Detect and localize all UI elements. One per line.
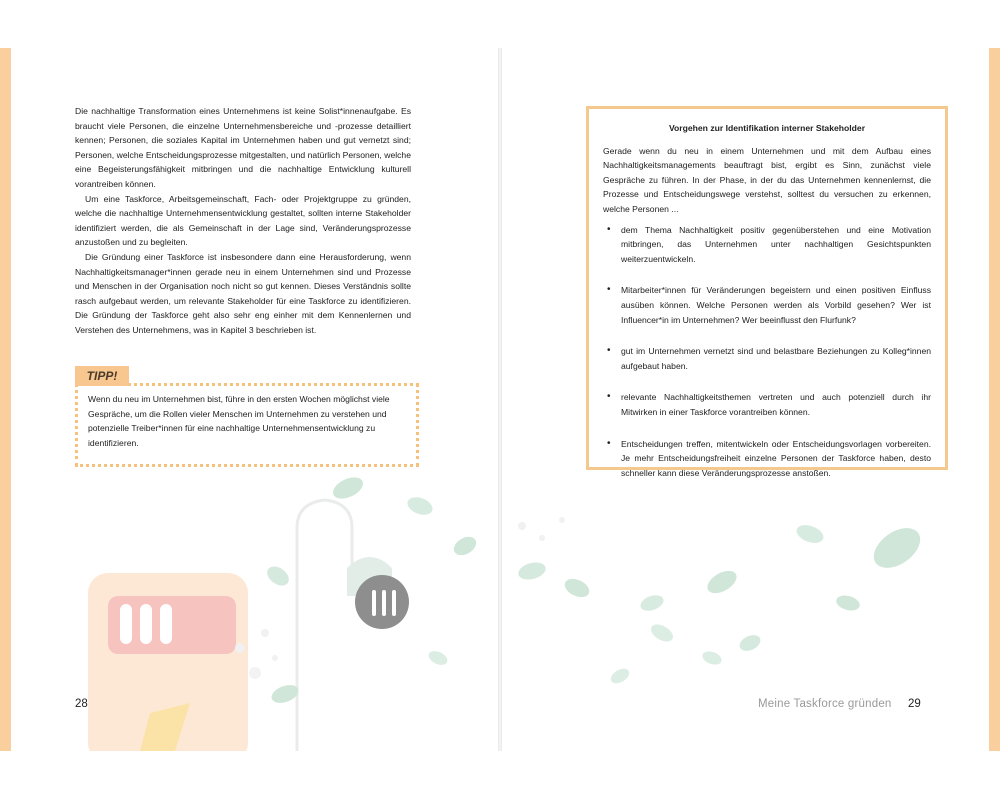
leaf [405, 494, 435, 518]
leaf [701, 649, 724, 667]
list-item: • gut im Unternehmen vernetzt sind und belastbare Beziehungen zu Kolleg*innen aufgebaut haben. [603, 344, 931, 373]
stakeholder-list [603, 223, 931, 481]
dot [261, 629, 269, 637]
box-title: Vorgehen zur Identifikation interner Stakeholder [668, 123, 866, 133]
list-item: • dem Thema Nachhaltigkeit positiv gegenüberstehen und eine Motivation mitbringen, das Unternehmen unter nachhaltigen Gesichtspunkten weiterzuentwickeln. [603, 223, 931, 267]
paragraph: Die nachhaltige Transformation eines Unternehmens ist keine Solist*innenaufgabe. Es braucht viele Personen, die einzelne Unternehmensbereiche und -prozesse detailliert kennen; Personen, die soziales Kapital im Unternehmen haben und gut vernetzt sind; Personen, welche Entscheidungsprozesse mitgestalten, und natürlich Personen, welche eine Begeisterungsfähigkeit mitbringen und die nachhaltige Entwicklung kulturell vorantreiben können. [75, 106, 411, 189]
list-item: • relevante Nachhaltigkeitsthemen vertreten und auch potenziell durch ihr Mitwirken in einer Taskforce vorantreiben können. [603, 390, 931, 419]
plug-pin-2 [382, 590, 386, 616]
dot [249, 667, 261, 679]
leaf [737, 632, 763, 654]
box-intro: Gerade wenn du neu in einem Unternehmen und mit dem Aufbau eines Nachhaltigkeitsmanagements beauftragt bist, ergibt es Sinn, zunächst viele Gespräche zu führen. In der Phase, in der du das Unternehmen kennenlernst, die Prozesse und Entscheidungswege verstehst, solltest du versuchen zu erkennen, welche Personen ... [603, 145, 931, 214]
battery-bar-3 [160, 604, 172, 644]
leaf [638, 592, 665, 613]
leaf [330, 473, 367, 503]
leaf [562, 575, 592, 600]
leaf [648, 621, 676, 645]
battery-bar-2 [140, 604, 152, 644]
leaf [704, 566, 741, 598]
cable-line [297, 500, 352, 751]
left-page [0, 48, 498, 751]
plug-pin-1 [372, 590, 376, 616]
leaf [516, 560, 547, 583]
leaf [608, 666, 631, 686]
page-number-left: 28 [75, 698, 88, 710]
leaf [867, 520, 928, 576]
plug-pin-3 [392, 590, 396, 616]
page-number-right: 29 [908, 698, 921, 710]
dot [518, 522, 526, 530]
tipp-text: Wenn du neu im Unternehmen bist, führe in den ersten Wochen möglichst viele Gespräche, um die Rollen vieler Menschen im Unternehmen zu verstehen und potenzielle Treiber*innen für eine nachhaltige Unternehmensentwicklung zu identifizieren. [88, 394, 390, 448]
leaf [794, 522, 826, 547]
chapter-title: Meine Taskforce gründen [758, 698, 892, 710]
leaf [835, 593, 862, 613]
paragraph: Die Gründung einer Taskforce ist insbesondere dann eine Herausforderung, wenn Nachhaltigkeitsmanager*innen gerade neu in einem Unternehmen sind und Prozesse und Menschen in der Organisation noch nicht so gut kennen. Dieses Verständnis sollte rasch aufgebaut werden, um relevante Stakeholder für eine Taskforce zu identifizieren. Die Gründung der Taskforce geht also sehr eng einher mit dem Kennenlernen und Verstehen des Unternehmens, was in Kapitel 3 beschrieben ist. [75, 251, 411, 335]
list-item: • Entscheidungen treffen, mitentwickeln oder Entscheidungsvorlagen vorbereiten. Je mehr Entscheidungsfreiheit einzelne Personen der Taskforce haben, desto schneller kann diese Veränderungsprozesse anstoßen. [603, 437, 931, 481]
dot [235, 643, 245, 653]
tipp-box [75, 383, 419, 467]
body-text [75, 104, 411, 338]
stakeholder-box [586, 106, 948, 478]
battery-bar-1 [120, 604, 132, 644]
right-page [502, 48, 1000, 751]
leaf [426, 648, 449, 667]
dot [272, 655, 278, 661]
dot [559, 517, 565, 523]
tipp-label: TIPP! [75, 366, 129, 386]
list-item: • Mitarbeiter*innen für Veränderungen begeistern und einen positiven Einfluss ausüben können. Welche Personen werden als Vorbild gesehen? Wer ist Influencer*in im Unternehmen? Wer beeinflusst den Flurfunk? [603, 283, 931, 327]
book-spread [0, 48, 1000, 751]
leaf [264, 563, 293, 590]
paragraph: Um eine Taskforce, Arbeitsgemeinschaft, Fach- oder Projektgruppe zu gründen, welche die nachhaltige Unternehmensentwicklung gestaltet, sollten interne Stakeholder identifiziert werden, die als Gemeinschaft in der Lage sind, Veränderungsprozesse anzustoßen und zu begleiten. [75, 193, 411, 248]
dot [539, 535, 545, 541]
leaf [451, 533, 480, 559]
